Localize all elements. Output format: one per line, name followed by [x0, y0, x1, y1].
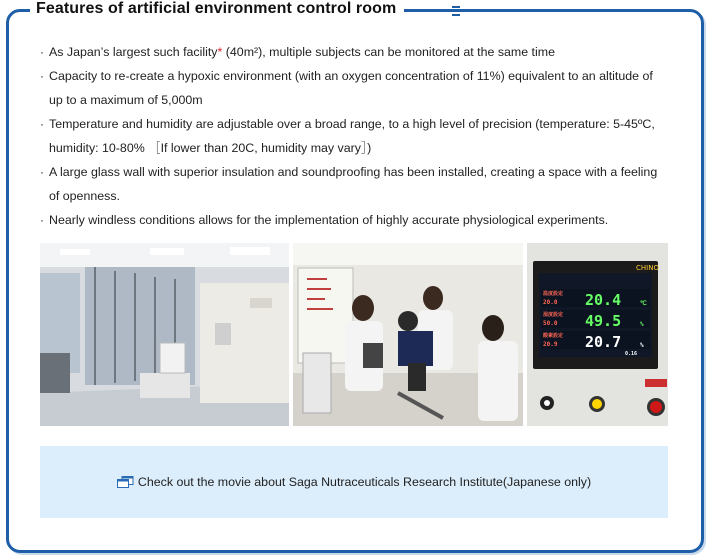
panel-label: 湿度設定: [543, 312, 564, 318]
section-title-wrap: [30, 0, 404, 18]
feature-item: · As Japan’s largest such facility* (40m²), multiple subjects can be monitored at the same time: [40, 40, 670, 64]
section-title: Features of artificial environment control room: [36, 0, 397, 17]
title-decoration: [452, 6, 460, 16]
feature-item: · A large glass wall with superior insulation and soundproofing has been installed, creating a space with a feeling of openness.: [40, 160, 670, 208]
feature-item: · Nearly windless conditions allows for the implementation of highly accurate physiological experiments.: [40, 208, 670, 232]
panel-setpoint: 20.0: [543, 299, 558, 306]
panel-footer: 0.16: [625, 351, 638, 357]
movie-link-box: [40, 446, 668, 518]
panel-setpoint: 50.0: [543, 320, 558, 327]
movie-link[interactable]: [117, 475, 591, 489]
panel-brand: CHINO: [636, 264, 659, 272]
photo-control-room: [40, 243, 289, 426]
external-window-icon: [117, 476, 134, 488]
panel-unit: %: [640, 321, 644, 328]
panel-setpoint: 20.9: [543, 341, 558, 348]
photo-control-panel: [527, 243, 668, 426]
panel-humidity: 49.5: [585, 312, 622, 330]
photo-experiment: [293, 243, 523, 426]
panel-oxygen: 20.7: [585, 333, 622, 351]
panel-label: 酸素設定: [543, 333, 564, 339]
feature-item: · Temperature and humidity are adjustable over a broad range, to a high level of precision (temperature: 5-45ºC, humidity: 10-80% ［If lower than 20C, humidity may vary］): [40, 112, 670, 160]
asterisk-note: *: [217, 45, 223, 59]
feature-item: · Capacity to re-create a hypoxic environment (with an oxygen concentration of 11%) equivalent to an altitude of up to a maximum of 5,000m: [40, 64, 670, 112]
panel-unit: %: [640, 342, 644, 349]
movie-link-label[interactable]: Check out the movie about Saga Nutraceuticals Research Institute(Japanese only): [137, 475, 592, 489]
panel-label: 温度設定: [543, 291, 564, 297]
features-list: [40, 40, 670, 232]
panel-unit: ℃: [640, 300, 647, 307]
panel-temperature: 20.4: [585, 291, 622, 309]
